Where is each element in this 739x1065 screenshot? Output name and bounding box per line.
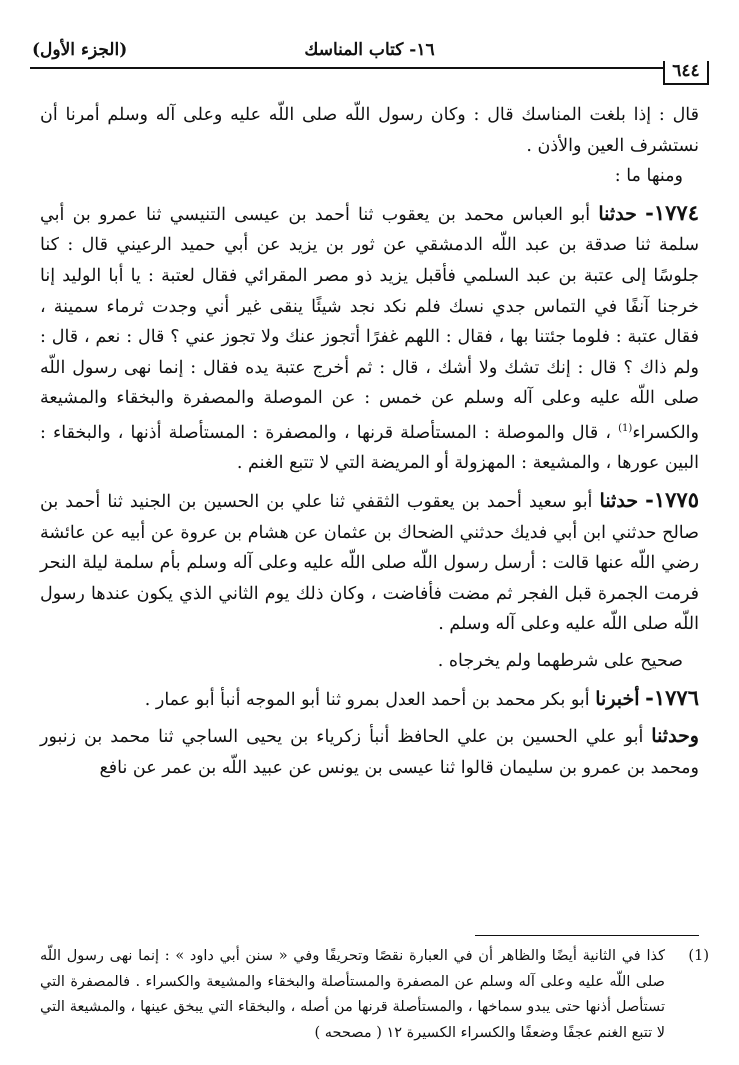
- header-rule: [30, 67, 709, 69]
- footnote-rule: [475, 935, 699, 936]
- page-header: [30, 40, 709, 70]
- hadith-text: أبو علي الحسين بن علي الحافظ أنبأ زكرياء بن يحيى الساجي ثنا محمد بن زنبور ومحمد بن عمرو بن سليمان قالوا ثنا عيسى بن يونس عن عبيد اللّه بن عمر عن نافع: [40, 727, 699, 778]
- hadith-number: ١٧٧٥-: [645, 486, 699, 512]
- hadith-text: أبو بكر محمد بن أحمد العدل بمرو ثنا أبو الموجه أنبأ أبو عمار .: [144, 689, 590, 710]
- hadith-keyword: وحدثنا: [651, 725, 699, 748]
- paragraph-minha: ومنها ما :: [614, 166, 683, 187]
- footnote-text: كذا في الثانية أيضًا والظاهر أن في العبارة نقصًا وتحريفًا وفي « سنن أبي داود » : إنما نهى رسول اللّه صلى اللّه عليه وعلى آله وسلم عن المصفرة والمستأصلة والبخقاء والمشيعة والكسراء . فالمصفرة التي تستأصل أذنها حتى يبدو سماخها ، والمستأصلة قرنها من أصله ، والبخقاء التي يبخق عينها ، والمشيعة التي لا تتبع الغنم عجفًا وضعفًا والكسراء الكسيرة ١٢ ( مصححه ): [40, 948, 665, 1041]
- hadith-1776-chain: [40, 721, 699, 783]
- hadith-1776: [40, 683, 699, 716]
- chapter-title: ١٦- كتاب المناسك: [304, 40, 435, 60]
- hadith-1775: [40, 485, 699, 640]
- grading-note: صحيح على شرطهما ولم يخرجاه .: [437, 650, 683, 671]
- volume-label: (الجزء الأول): [32, 40, 128, 60]
- hadith-text: أبو العباس محمد بن يعقوب ثنا أحمد بن عيسى التنيسي ثنا عمرو بن أبي سلمة ثنا صدقة بن عبد اللّه الدمشقي عن ثور بن يزيد عن أبي حميد الرعيني قال : كنا جلوسًا إلى عتبة بن عبد السلمي فأقبل يزيد ذو مصر المقرائي فقال لعتبة : يا أبا الوليد إنا خرجنا آنفًا في التماس جدي نسك فلم نكد نجد شيئًا ينقى غير أني وجدت ثرماء سمينة ، فقال عتبة : فلوما جئتنا بها ، فقال : اللهم غفرًا أتجوز عنك ولا تجوز عني ؟ قال : نعم ، قال : ولم ذاك ؟ قال : إنك تشك ولا أشك ، قال : ثم أخرج عتبة يده فقال : إنما نهى رسول اللّه صلى اللّه عليه وعلى آله وسلم عن خمس : عن الموصلة والمصفرة والبخقاء والمشيعة والكسراء: [40, 204, 699, 443]
- hadith-keyword: أخبرنا: [595, 687, 640, 710]
- footnote-mark: (1): [688, 948, 709, 964]
- hadith-text: أبو سعيد أحمد بن يعقوب الثقفي ثنا علي بن الحسين بن الجنيد ثنا أحمد بن صالح حدثني ابن أبي فديك حدثني الضحاك بن عثمان عن هشام بن عروة عن أبيه عن عائشة رضي اللّه عنها قالت : أرسل رسول اللّه صلى اللّه عليه وعلى آله وسلم بأم سلمة ليلة النحر فرمت الجمرة قبل الفجر ثم مضت فأفاضت ، وكان ذلك يوم الثاني الذي يكون عندها رسول اللّه صلى اللّه عليه وعلى آله وسلم .: [40, 491, 699, 635]
- hadith-keyword: حدثنا: [599, 489, 639, 512]
- hadith-number: ١٧٧٦-: [645, 684, 699, 710]
- hadith-text-cont: ، قال والموصلة : المستأصلة قرنها ، والمصفرة : المستأصلة أذنها ، والبخقاء : البين عورها ، والمشيعة : المهزولة أو المريضة التي لا تتبع الغنم .: [40, 422, 699, 474]
- paragraph-intro: قال : إذا بلغت المناسك قال : وكان رسول اللّه صلى اللّه عليه وعلى آله وسلم أمرنا أن نستشرف العين والأذن .: [40, 105, 699, 156]
- page-number: ٦٤٤: [663, 61, 709, 85]
- main-text: [40, 100, 699, 783]
- hadith-1774: [40, 198, 699, 479]
- hadith-number: ١٧٧٤-: [645, 199, 699, 225]
- footnote: [40, 944, 709, 1046]
- hadith-keyword: حدثنا: [598, 202, 637, 225]
- footnote-ref[interactable]: (1): [618, 422, 633, 434]
